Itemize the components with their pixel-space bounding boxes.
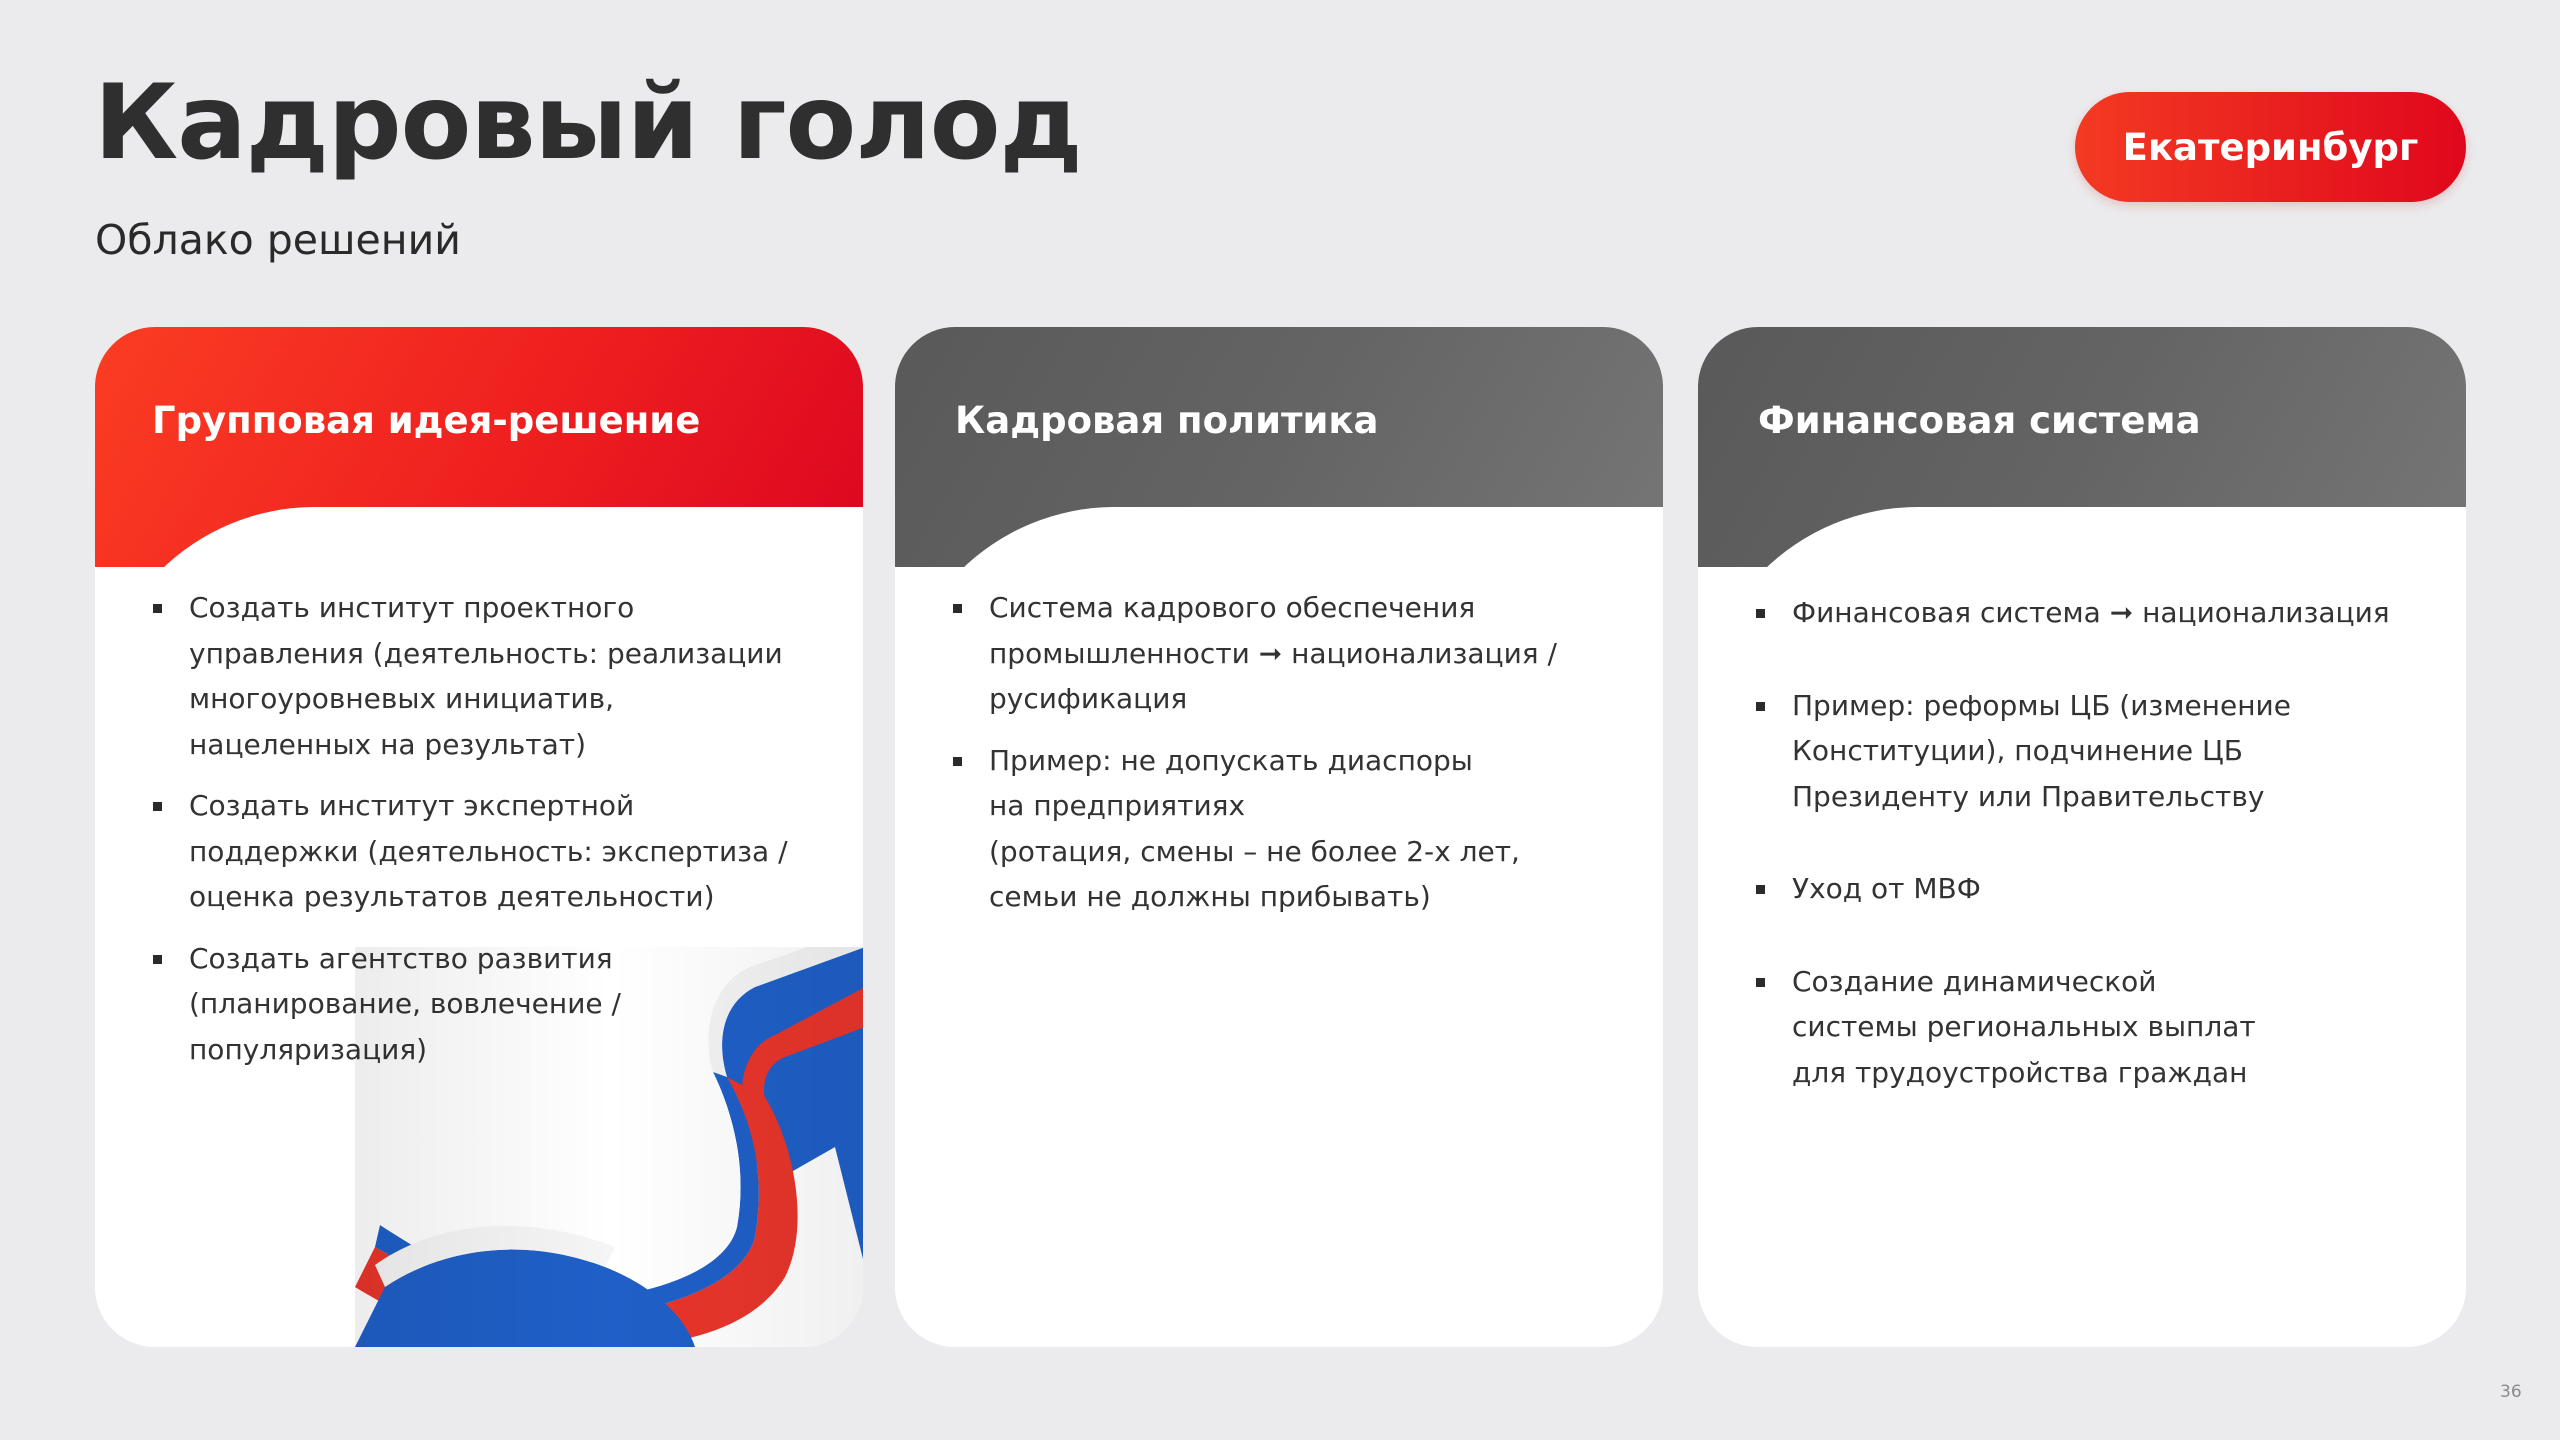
- list-item: [1756, 590, 2396, 636]
- page-number: 36: [2500, 1382, 2522, 1402]
- bullet-line: оценка результатов деятельности): [189, 880, 715, 913]
- russian-flag-ribbon-image: [355, 947, 863, 1347]
- bullet-line: на предприятиях: [989, 789, 1246, 822]
- bullet-line: Финансовая система ➞ национализация: [1792, 596, 2390, 629]
- list-item: [1756, 866, 2396, 912]
- bullet-line: (ротация, смены – не более 2-х лет,: [989, 834, 1520, 868]
- card-title: Групповая идея-решение: [152, 399, 701, 442]
- page-title: Кадровый голод: [94, 63, 1082, 183]
- bullet-line: поддержки (деятельность: экспертиза /: [189, 834, 788, 868]
- bullet-line: семьи не должны прибывать): [989, 880, 1431, 913]
- bullet-line: системы региональных выплат: [1792, 1010, 2256, 1043]
- bullet-line: промышленности ➞ национализация /: [989, 636, 1557, 670]
- page-subtitle: Облако решений: [95, 216, 461, 264]
- bullet-line: Президенту или Правительству: [1792, 779, 2265, 813]
- card-group-idea: [95, 327, 863, 1347]
- bullet-line: Конституции), подчинение ЦБ: [1792, 734, 2243, 767]
- list-item: [153, 585, 793, 767]
- bullet-list: [953, 585, 1593, 936]
- list-item: [1756, 683, 2396, 820]
- bullet-line: Пример: не допускать диаспоры: [989, 743, 1473, 777]
- list-item: [953, 738, 1593, 920]
- bullet-line: Система кадрового обеспечения: [989, 591, 1476, 624]
- bullet-line: Создать институт проектного: [189, 591, 635, 624]
- card-financial-system: [1698, 327, 2466, 1347]
- bullet-line: управления (деятельность: реализации: [189, 636, 783, 670]
- bullet-line: популяризация): [189, 1032, 428, 1066]
- bullet-line: русификация: [989, 682, 1188, 715]
- bullet-line: Создать институт экспертной: [189, 789, 635, 822]
- bullet-list: [1756, 590, 2396, 1142]
- card-title: Кадровая политика: [955, 399, 1379, 442]
- bullet-line: нацеленных на результат): [189, 727, 586, 761]
- bullet-line: (планирование, вовлечение /: [189, 987, 621, 1020]
- list-item: [153, 783, 793, 920]
- bullet-line: Уход от МВФ: [1792, 872, 1981, 905]
- city-badge: Екатеринбург: [2075, 92, 2466, 202]
- card-hr-policy: [895, 327, 1663, 1347]
- card-title: Финансовая система: [1758, 399, 2201, 442]
- bullet-line: Создание динамической: [1792, 964, 2157, 998]
- list-item: [1756, 959, 2396, 1096]
- bullet-line: Пример: реформы ЦБ (изменение: [1792, 688, 2291, 722]
- bullet-line: многоуровневых инициатив,: [189, 682, 615, 715]
- bullet-line: для трудоустройства граждан: [1792, 1055, 2248, 1089]
- bullet-line: Создать агентство развития: [189, 941, 613, 975]
- list-item: [953, 585, 1593, 722]
